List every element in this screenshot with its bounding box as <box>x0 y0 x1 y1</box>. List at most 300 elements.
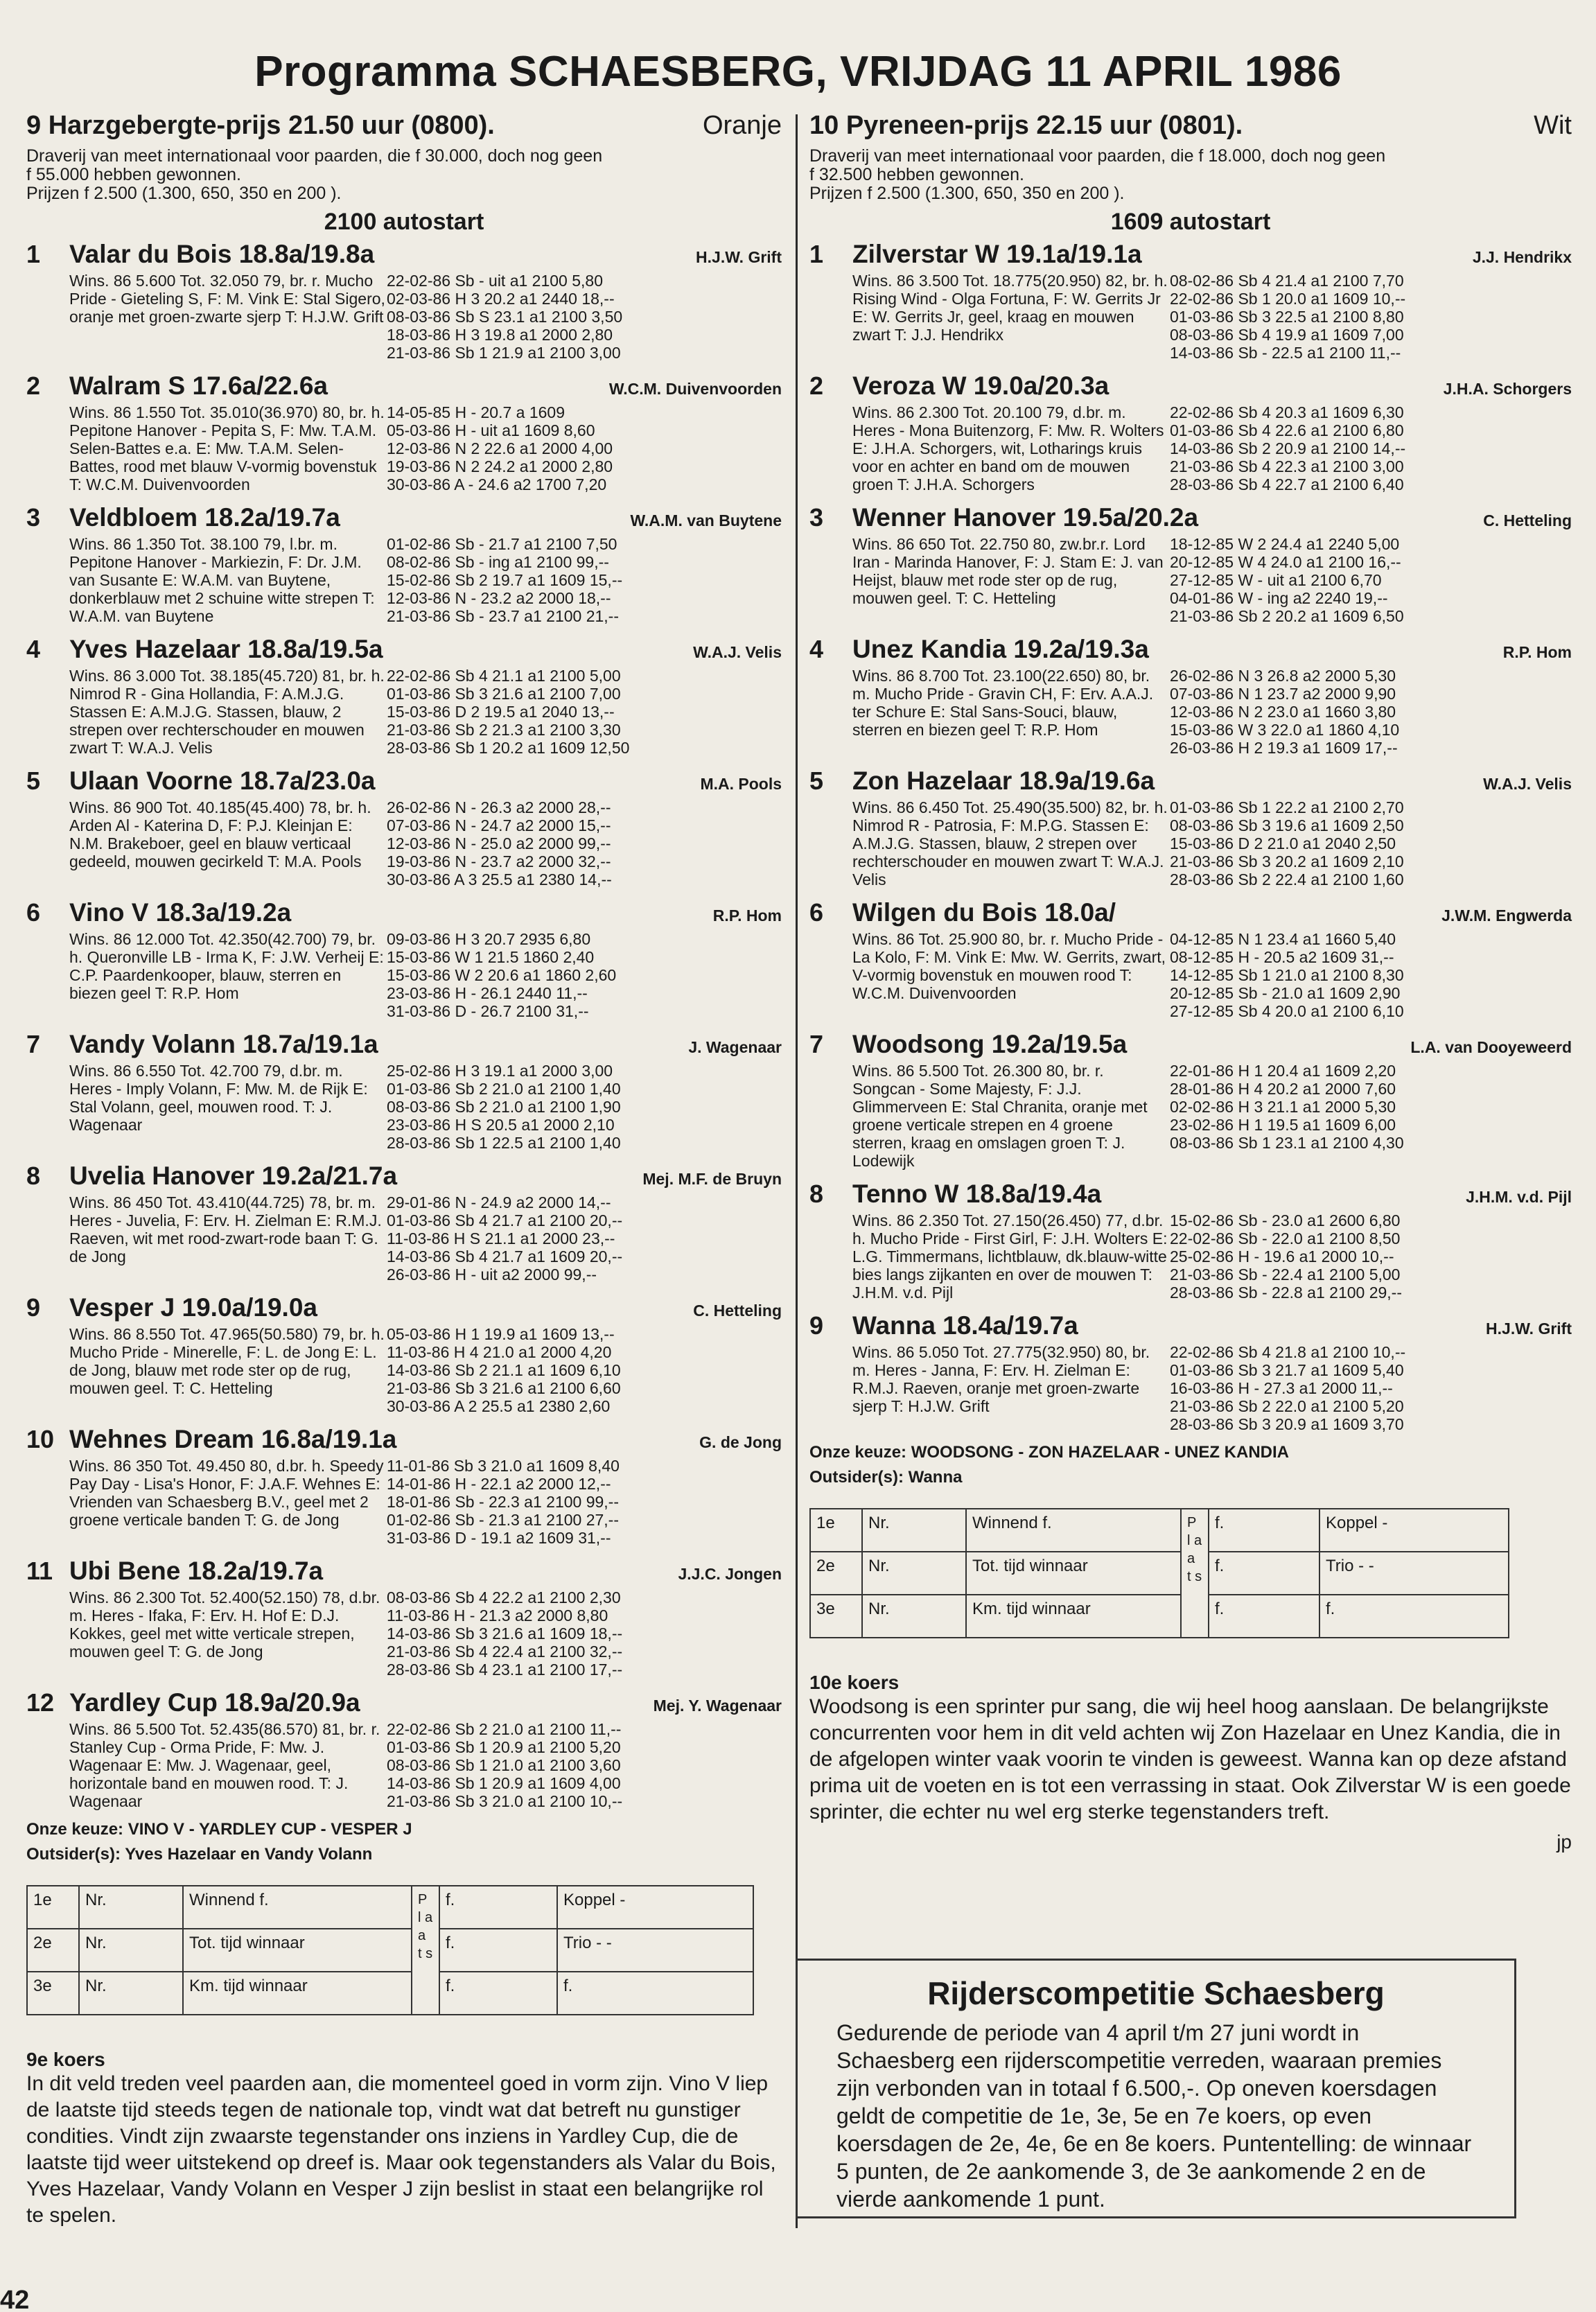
horse-info: Wins. 86 350 Tot. 49.450 80, d.br. h. Speedy Pay Day - Lisa's Honor, F: J.A.F. Wehnes E: Vrienden van Schaesberg B.V., geel met 2 groene verticale banden T: G. de Jong <box>69 1457 384 1529</box>
result-pos: 1e <box>810 1509 862 1552</box>
horse-info: Wins. 86 650 Tot. 22.750 80, zw.br.r. Lord Iran - Marinda Hanover, F: J. Stam E: J. van Heijst, blauw met rode ster op de rug, mouwen geel. T: C. Hetteling <box>852 535 1164 607</box>
result-plaats: P l a a t s <box>1181 1509 1209 1638</box>
form-row: 21-03-86 Sb - 22.4 a1 2100 5,00 <box>1170 1266 1401 1284</box>
form-row: 30-03-86 A 2 25.5 a1 2380 2,60 <box>387 1397 611 1415</box>
horse-entry <box>26 503 782 625</box>
form-row: 01-02-86 Sb - 21.3 a1 2100 27,-- <box>387 1511 620 1529</box>
form-row: 07-03-86 N 1 23.7 a2 2000 9,90 <box>1170 685 1396 703</box>
horse-number: 3 <box>809 503 824 532</box>
form-row: 26-02-86 N - 26.3 a2 2000 28,-- <box>387 798 611 816</box>
horse-header <box>809 371 1572 403</box>
horse-form <box>1170 667 1572 757</box>
horse-body <box>809 1211 1572 1302</box>
horse-form <box>1170 930 1572 1020</box>
form-row: 22-02-86 Sb - uit a1 2100 5,80 <box>387 272 604 290</box>
form-row: 15-03-86 D 2 21.0 a1 2040 2,50 <box>1170 834 1396 852</box>
horse-form <box>387 667 782 757</box>
form-row: 09-03-86 H 3 20.7 2935 6,80 <box>387 930 591 948</box>
race-10-column <box>809 111 1572 1853</box>
horse-name: Tenno W 18.8a/19.4a <box>852 1180 1102 1208</box>
horse-trainer: J. Wagenaar <box>688 1038 782 1056</box>
race-9-horse-list <box>26 240 782 1810</box>
horse-number: 6 <box>26 898 41 927</box>
horse-form <box>1170 272 1572 362</box>
form-row: 18-12-85 W 2 24.4 a1 2240 5,00 <box>1170 535 1400 553</box>
form-row: 11-03-86 H S 21.1 a1 2000 23,-- <box>387 1229 615 1247</box>
horse-form <box>387 272 782 362</box>
horse-form <box>1170 1062 1572 1170</box>
form-row: 07-03-86 N - 24.7 a2 2000 15,-- <box>387 816 611 834</box>
form-row: 15-03-86 W 1 21.5 1860 2,40 <box>387 948 595 966</box>
form-row: 31-03-86 D - 19.1 a2 1609 31,-- <box>387 1529 611 1547</box>
horse-name: Uvelia Hanover 19.2a/21.7a <box>69 1162 398 1190</box>
author-initials: jp <box>1556 1831 1572 1853</box>
form-row: 08-03-86 Sb 4 19.9 a1 1609 7,00 <box>1170 326 1404 344</box>
form-row: 15-03-86 W 3 22.0 a1 1860 4,10 <box>1170 721 1400 739</box>
horse-entry <box>26 1030 782 1152</box>
form-row: 20-12-85 Sb - 21.0 a1 1609 2,90 <box>1170 984 1401 1002</box>
race-10-title: 10 Pyreneen-prijs 22.15 uur (0801). <box>809 111 1243 140</box>
form-row: 21-03-86 Sb 4 22.3 a1 2100 3,00 <box>1170 457 1404 475</box>
form-row: 01-03-86 Sb 2 21.0 a1 2100 1,40 <box>387 1080 621 1098</box>
race-10-horse-list <box>809 240 1572 1433</box>
result-label: Tot. tijd winnaar <box>183 1929 412 1972</box>
form-row: 01-03-86 Sb 4 21.7 a1 2100 20,-- <box>387 1211 623 1229</box>
result-f: f. <box>439 1972 557 2015</box>
horse-trainer: L.A. van Dooyeweerd <box>1410 1038 1572 1056</box>
race-10-outsider: Outsider(s): Wanna <box>809 1468 963 1487</box>
horse-body <box>26 1062 782 1152</box>
horse-name: Valar du Bois 18.8a/19.8a <box>69 240 375 268</box>
race-9-desc-3: Prijzen f 2.500 (1.300, 650, 350 en 200 ). <box>26 184 342 203</box>
horse-body <box>26 930 782 1020</box>
form-row: 21-03-86 Sb 3 21.0 a1 2100 10,-- <box>387 1792 623 1810</box>
form-row: 15-02-86 Sb 2 19.7 a1 1609 15,-- <box>387 571 623 589</box>
form-row: 05-03-86 H 1 19.9 a1 1609 13,-- <box>387 1325 615 1343</box>
horse-body <box>26 403 782 493</box>
form-row: 22-02-86 Sb 4 20.3 a1 1609 6,30 <box>1170 403 1404 421</box>
form-row: 22-02-86 Sb - 22.0 a1 2100 8,50 <box>1170 1229 1401 1247</box>
race-10-desc-3: Prijzen f 2.500 (1.300, 650, 350 en 200 ). <box>809 184 1125 203</box>
result-row <box>27 1972 753 2015</box>
horse-form <box>387 1588 782 1679</box>
horse-body <box>809 667 1572 757</box>
horse-header <box>26 635 782 667</box>
horse-number: 9 <box>26 1293 41 1322</box>
horse-body <box>809 535 1572 625</box>
form-row: 21-03-86 Sb 2 22.0 a1 2100 5,20 <box>1170 1397 1404 1415</box>
form-row: 26-03-86 H - uit a2 2000 99,-- <box>387 1266 597 1284</box>
result-f: f. <box>1209 1552 1319 1595</box>
race-9-result-table <box>26 1885 754 2015</box>
result-label: Km. tijd winnaar <box>966 1595 1181 1638</box>
horse-form <box>387 930 782 1020</box>
horse-info: Wins. 86 5.600 Tot. 32.050 79, br. r. Mucho Pride - Gieteling S, F: M. Vink E: Stal Sigero, oranje met groen-zwarte sjerp T: H.J.W. Grift <box>69 272 385 326</box>
horse-name: Ubi Bene 18.2a/19.7a <box>69 1557 324 1585</box>
form-row: 02-03-86 H 3 20.2 a1 2440 18,-- <box>387 290 615 308</box>
form-row: 08-02-86 Sb - ing a1 2100 99,-- <box>387 553 609 571</box>
horse-trainer: R.P. Hom <box>712 907 782 925</box>
horse-entry <box>26 1162 782 1284</box>
horse-info: Wins. 86 2.350 Tot. 27.150(26.450) 77, d.br. h. Mucho Pride - First Girl, F: J.H. Wolters E: L.G. Timmermans, lichtblauw, dk.blauw-witte bies langs zijkanten en over de mouwen T: J.H.M. v.d. Pijl <box>852 1211 1168 1302</box>
form-row: 28-03-86 Sb 4 22.7 a1 2100 6,40 <box>1170 475 1404 493</box>
horse-entry <box>26 898 782 1020</box>
horse-number: 10 <box>26 1425 55 1453</box>
horse-form <box>1170 403 1572 493</box>
horse-info: Wins. 86 1.550 Tot. 35.010(36.970) 80, br. h. Pepitone Hanover - Pepita S, F: Mw. T.A.M. Selen-Battes e.a. E: Mw. T.A.M. Selen-Battes, rood met blauw V-vormig bovenstuk T: W.C.M. Duivenvoorden <box>69 403 385 493</box>
horse-entry <box>809 898 1572 1020</box>
horse-body <box>809 798 1572 888</box>
form-row: 08-03-86 Sb 3 19.6 a1 1609 2,50 <box>1170 816 1404 834</box>
form-row: 01-03-86 Sb 4 22.6 a1 2100 6,80 <box>1170 421 1404 439</box>
form-row: 28-03-86 Sb 2 22.4 a1 2100 1,60 <box>1170 870 1404 888</box>
result-nr: Nr. <box>79 1972 183 2015</box>
horse-header <box>809 1311 1572 1343</box>
race-9-desc-1: Draverij van meet internationaal voor paarden, die f 30.000, doch nog geen <box>26 146 603 166</box>
column-divider <box>796 114 798 2228</box>
horse-form <box>387 535 782 625</box>
horse-form <box>387 403 782 493</box>
form-row: 01-03-86 Sb 3 21.7 a1 1609 5,40 <box>1170 1361 1404 1379</box>
horse-number: 9 <box>809 1311 824 1340</box>
form-row: 01-03-86 Sb 3 21.6 a1 2100 7,00 <box>387 685 621 703</box>
form-row: 28-03-86 Sb 4 23.1 a1 2100 17,-- <box>387 1661 623 1679</box>
form-row: 28-03-86 Sb 1 22.5 a1 2100 1,40 <box>387 1134 621 1152</box>
form-row: 14-03-86 Sb 2 21.1 a1 1609 6,10 <box>387 1361 621 1379</box>
horse-name: Yves Hazelaar 18.8a/19.5a <box>69 635 383 663</box>
horse-header <box>809 1030 1572 1062</box>
form-row: 15-03-86 D 2 19.5 a1 2040 13,-- <box>387 703 615 721</box>
horse-info: Wins. 86 900 Tot. 40.185(45.400) 78, br. h. Arden Al - Katerina D, F: P.J. Kleinjan E: N.M. Brakeboer, geel en blauw verticaal gedeeld, mouwen gecirkeld T: M.A. Pools <box>69 798 371 870</box>
form-row: 05-03-86 H - uit a1 1609 8,60 <box>387 421 595 439</box>
race-10-keuze: Onze keuze: WOODSONG - ZON HAZELAAR - UNEZ KANDIA <box>809 1443 1290 1462</box>
form-row: 22-02-86 Sb 4 21.8 a1 2100 10,-- <box>1170 1343 1406 1361</box>
form-row: 12-03-86 N - 23.2 a2 2000 18,-- <box>387 589 611 607</box>
horse-name: Wanna 18.4a/19.7a <box>852 1311 1078 1340</box>
race-9-koers-title: 9e koers <box>26 2049 105 2070</box>
form-row: 08-03-86 Sb 1 23.1 a1 2100 4,30 <box>1170 1134 1404 1152</box>
horse-entry <box>26 767 782 888</box>
form-row: 18-03-86 H 3 19.8 a1 2000 2,80 <box>387 326 613 344</box>
form-row: 23-03-86 H S 20.5 a1 2000 2,10 <box>387 1116 615 1134</box>
result-f: f. <box>1319 1595 1509 1638</box>
form-row: 08-03-86 Sb S 23.1 a1 2100 3,50 <box>387 308 623 326</box>
horse-info: Wins. 86 Tot. 25.900 80, br. r. Mucho Pride - La Kolo, F: M. Vink E: Mw. W. Gerrits, zwart, V-vormig bovenstuk en mouwen rood T: W.C.M. Duivenvoorden <box>852 930 1166 1002</box>
horse-header <box>26 240 782 272</box>
result-koppel: Koppel - <box>557 1886 753 1929</box>
horse-header <box>809 898 1572 930</box>
horse-name: Unez Kandia 19.2a/19.3a <box>852 635 1149 663</box>
form-row: 14-03-86 Sb 4 21.7 a1 1609 20,-- <box>387 1247 623 1266</box>
horse-number: 11 <box>26 1557 53 1585</box>
horse-trainer: G. de Jong <box>699 1433 782 1451</box>
form-row: 12-03-86 N - 25.0 a2 2000 99,-- <box>387 834 611 852</box>
race-9-color: Oranje <box>702 111 782 140</box>
horse-name: Veldbloem 18.2a/19.7a <box>69 503 340 532</box>
horse-number: 2 <box>809 371 824 400</box>
horse-header <box>809 635 1572 667</box>
form-row: 31-03-86 D - 26.7 2100 31,-- <box>387 1002 589 1020</box>
form-row: 27-12-85 W - uit a1 2100 6,70 <box>1170 571 1382 589</box>
horse-trainer: W.C.M. Duivenvoorden <box>608 380 782 398</box>
horse-form <box>387 1062 782 1152</box>
horse-header <box>26 898 782 930</box>
form-row: 22-01-86 H 1 20.4 a1 1609 2,20 <box>1170 1062 1396 1080</box>
race-9-header <box>26 111 782 147</box>
horse-name: Veroza W 19.0a/20.3a <box>852 371 1110 400</box>
form-row: 28-03-86 Sb - 22.8 a1 2100 29,-- <box>1170 1284 1403 1302</box>
result-f: f. <box>439 1886 557 1929</box>
horse-number: 4 <box>809 635 824 663</box>
form-row: 29-01-86 N - 24.9 a2 2000 14,-- <box>387 1193 611 1211</box>
horse-name: Yardley Cup 18.9a/20.9a <box>69 1688 360 1717</box>
result-nr: Nr. <box>79 1929 183 1972</box>
form-row: 23-02-86 H 1 19.5 a1 1609 6,00 <box>1170 1116 1396 1134</box>
form-row: 08-12-85 H - 20.5 a2 1609 31,-- <box>1170 948 1394 966</box>
horse-info: Wins. 86 5.500 Tot. 52.435(86.570) 81, br. r. Stanley Cup - Orma Pride, F: Mw. J. Wagenaar E: Mw. J. Wagenaar, geel, horizontale band en mouwen rood. T: J. Wagenaar <box>69 1720 380 1810</box>
result-trio: Trio - - <box>557 1929 753 1972</box>
form-row: 14-05-85 H - 20.7 a 1609 <box>387 403 565 421</box>
result-row <box>810 1552 1509 1595</box>
horse-number: 8 <box>26 1162 41 1190</box>
horse-header <box>26 1293 782 1325</box>
result-pos: 3e <box>810 1595 862 1638</box>
horse-trainer: J.H.A. Schorgers <box>1443 380 1572 398</box>
horse-trainer: M.A. Pools <box>700 775 782 793</box>
form-row: 12-03-86 N 2 22.6 a1 2000 4,00 <box>387 439 613 457</box>
horse-number: 1 <box>26 240 41 268</box>
horse-header <box>26 1688 782 1720</box>
page-title: Programma SCHAESBERG, VRIJDAG 11 APRIL 1986 <box>254 48 1342 96</box>
form-row: 21-03-86 Sb 4 22.4 a1 2100 32,-- <box>387 1643 623 1661</box>
result-nr: Nr. <box>79 1886 183 1929</box>
form-row: 01-03-86 Sb 1 22.2 a1 2100 2,70 <box>1170 798 1404 816</box>
form-row: 04-12-85 N 1 23.4 a1 1660 5,40 <box>1170 930 1396 948</box>
result-row <box>27 1929 753 1972</box>
horse-name: Wehnes Dream 16.8a/19.1a <box>69 1425 397 1453</box>
horse-entry <box>809 635 1572 757</box>
horse-name: Vandy Volann 18.7a/19.1a <box>69 1030 378 1058</box>
form-row: 11-01-86 Sb 3 21.0 a1 1609 8,40 <box>387 1457 620 1475</box>
form-row: 26-03-86 H 2 19.3 a1 1609 17,-- <box>1170 739 1398 757</box>
horse-name: Wenner Hanover 19.5a/20.2a <box>852 503 1199 532</box>
form-row: 27-12-85 Sb 4 20.0 a1 2100 6,10 <box>1170 1002 1404 1020</box>
horse-entry <box>26 371 782 493</box>
horse-body <box>26 1325 782 1415</box>
horse-form <box>387 1325 782 1415</box>
result-trio: Trio - - <box>1319 1552 1509 1595</box>
race-10-color: Wit <box>1534 111 1572 140</box>
form-row: 11-03-86 H 4 21.0 a1 2000 4,20 <box>387 1343 612 1361</box>
horse-form <box>387 798 782 888</box>
horse-header <box>809 1180 1572 1211</box>
horse-trainer: Mej. M.F. de Bruyn <box>642 1170 782 1188</box>
horse-body <box>26 535 782 625</box>
form-row: 28-03-86 Sb 1 20.2 a1 1609 12,50 <box>387 739 630 757</box>
race-10-result-table <box>809 1508 1509 1638</box>
form-row: 08-03-86 Sb 2 21.0 a1 2100 1,90 <box>387 1098 621 1116</box>
form-row: 30-03-86 A - 24.6 a2 1700 7,20 <box>387 475 607 493</box>
result-row <box>810 1595 1509 1638</box>
form-row: 22-02-86 Sb 4 21.1 a1 2100 5,00 <box>387 667 621 685</box>
horse-entry <box>809 240 1572 362</box>
horse-number: 4 <box>26 635 41 663</box>
horse-form <box>1170 798 1572 888</box>
horse-entry <box>26 1557 782 1679</box>
form-row: 14-03-86 Sb 1 20.9 a1 1609 4,00 <box>387 1774 621 1792</box>
form-row: 02-02-86 H 3 21.1 a1 2000 5,30 <box>1170 1098 1396 1116</box>
horse-info: Wins. 86 5.050 Tot. 27.775(32.950) 80, br. m. Heres - Janna, F: Erv. H. Zielman E: R.M.J. Raeven, oranje met groen-zwarte sjerp T: H.J.W. Grift <box>852 1343 1150 1415</box>
result-f: f. <box>557 1972 753 2015</box>
horse-name: Vino V 18.3a/19.2a <box>69 898 292 927</box>
horse-info: Wins. 86 6.550 Tot. 42.700 79, d.br. m. Heres - Imply Volann, F: Mw. M. de Rijk E: Stal Volann, geel, mouwen rood. T: J. Wagenaar <box>69 1062 368 1134</box>
horse-entry <box>26 635 782 757</box>
result-label: Tot. tijd winnaar <box>966 1552 1181 1595</box>
horse-trainer: W.A.J. Velis <box>693 643 782 661</box>
horse-entry <box>26 240 782 362</box>
horse-body <box>809 1062 1572 1170</box>
horse-body <box>26 1588 782 1679</box>
result-f: f. <box>1209 1509 1319 1552</box>
horse-entry <box>809 503 1572 625</box>
horse-info: Wins. 86 3.500 Tot. 18.775(20.950) 82, br. h. Rising Wind - Olga Fortuna, F: W. Gerrits Jr E: W. Gerrits Jr, geel, kraag en mouwen zwart T: J.J. Hendrikx <box>852 272 1168 344</box>
race-10-desc-1: Draverij van meet internationaal voor paarden, die f 18.000, doch nog geen <box>809 146 1386 166</box>
horse-info: Wins. 86 3.000 Tot. 38.185(45.720) 81, br. h. Nimrod R - Gina Hollandia, F: A.M.J.G. Stassen E: A.M.J.G. Stassen, blauw, 2 strepen over rechterschouder en mouwen zwart T: W.A.J. Velis <box>69 667 385 757</box>
form-row: 14-01-86 H - 22.1 a2 2000 12,-- <box>387 1475 611 1493</box>
result-f: f. <box>1209 1595 1319 1638</box>
result-plaats: P l a a t s <box>412 1886 439 2015</box>
race-9-keuze: Onze keuze: VINO V - YARDLEY CUP - VESPER J <box>26 1820 412 1839</box>
horse-header <box>26 1030 782 1062</box>
race-9-distance: 2100 autostart <box>324 209 484 235</box>
form-row: 12-03-86 N 2 23.0 a1 1660 3,80 <box>1170 703 1396 721</box>
result-f: f. <box>439 1929 557 1972</box>
horse-name: Wilgen du Bois 18.0a/ <box>852 898 1116 927</box>
race-10-desc-2: f 32.500 hebben gewonnen. <box>809 165 1024 184</box>
result-nr: Nr. <box>862 1595 966 1638</box>
form-row: 21-03-86 Sb 1 21.9 a1 2100 3,00 <box>387 344 621 362</box>
horse-trainer: J.J.C. Jongen <box>678 1565 782 1583</box>
form-row: 20-12-85 W 4 24.0 a1 2100 16,-- <box>1170 553 1401 571</box>
form-row: 11-03-86 H - 21.3 a2 2000 8,80 <box>387 1606 608 1624</box>
horse-trainer: J.H.M. v.d. Pijl <box>1466 1188 1572 1206</box>
form-row: 18-01-86 Sb - 22.3 a1 2100 99,-- <box>387 1493 620 1511</box>
form-row: 22-02-86 Sb 2 21.0 a1 2100 11,-- <box>387 1720 622 1738</box>
form-row: 14-03-86 Sb 3 21.6 a1 1609 18,-- <box>387 1624 623 1643</box>
horse-form <box>1170 1211 1572 1302</box>
horse-entry <box>809 1030 1572 1170</box>
form-row: 21-03-86 Sb 3 21.6 a1 2100 6,60 <box>387 1379 621 1397</box>
horse-info: Wins. 86 6.450 Tot. 25.490(35.500) 82, br. h. Nimrod R - Patrosia, F: M.P.G. Stassen E: A.M.J.G. Stassen, blauw, 2 strepen over rechterschouder en mouwen zwart T: W.A.J. Velis <box>852 798 1168 888</box>
horse-body <box>809 930 1572 1020</box>
horse-header <box>809 503 1572 535</box>
horse-form <box>387 1457 782 1547</box>
form-row: 30-03-86 A 3 25.5 a1 2380 14,-- <box>387 870 612 888</box>
horse-body <box>26 1193 782 1284</box>
horse-header <box>26 371 782 403</box>
race-10-koers-text: Woodsong is een sprinter pur sang, die wij heel hoog aanslaan. De belangrijkste concurrenten voor hem in dit veld achten wij Zon Hazelaar en Unez Kandia, die in de afgelopen winter vaak voorin te vinden is geweest. Wanna kan op deze afstand prima uit de voeten en is tot een verrassing in staat. Ook Zilverstar W is een goede sprinter, die echter nu wel erg sterke tegenstanders treft. <box>809 1695 1571 1823</box>
horse-name: Zon Hazelaar 18.9a/19.6a <box>852 767 1155 795</box>
horse-number: 5 <box>26 767 41 795</box>
horse-number: 7 <box>26 1030 41 1058</box>
horse-entry <box>26 1425 782 1547</box>
horse-body <box>26 272 782 362</box>
form-row: 25-02-86 H - 19.6 a1 2000 10,-- <box>1170 1247 1394 1266</box>
result-label: Winnend f. <box>183 1886 412 1929</box>
horse-info: Wins. 86 5.500 Tot. 26.300 80, br. r. Songcan - Some Majesty, F: J.J. Glimmerveen E: Stal Chranita, oranje met groene verticale strepen en 4 groene sterren, kraag en omslagen groen T: J. Lodewijk <box>852 1062 1148 1170</box>
form-row: 08-02-86 Sb 4 21.4 a1 2100 7,70 <box>1170 272 1404 290</box>
horse-info: Wins. 86 2.300 Tot. 52.400(52.150) 78, d.br. m. Heres - Ifaka, F: Erv. H. Hof E: D.J. Kokkes, geel met witte verticale strepen, mouwen geel T: G. de Jong <box>69 1588 380 1661</box>
page-number: 42 <box>0 2286 30 2312</box>
form-row: 01-02-86 Sb - 21.7 a1 2100 7,50 <box>387 535 617 553</box>
horse-number: 3 <box>26 503 41 532</box>
horse-name: Woodsong 19.2a/19.5a <box>852 1030 1128 1058</box>
horse-form <box>387 1720 782 1810</box>
result-row <box>810 1509 1509 1552</box>
form-row: 14-12-85 Sb 1 21.0 a1 2100 8,30 <box>1170 966 1404 984</box>
horse-info: Wins. 86 450 Tot. 43.410(44.725) 78, br. m. Heres - Juvelia, F: Erv. H. Zielman E: R.M.J. Raeven, wit met rood-zwart-rode baan T: G. de Jong <box>69 1193 382 1266</box>
horse-trainer: J.J. Hendrikx <box>1472 248 1572 266</box>
form-row: 21-03-86 Sb 3 20.2 a1 1609 2,10 <box>1170 852 1404 870</box>
horse-entry <box>809 767 1572 888</box>
horse-trainer: W.A.J. Velis <box>1483 775 1572 793</box>
result-row <box>27 1886 753 1929</box>
horse-header <box>809 240 1572 272</box>
form-row: 26-02-86 N 3 26.8 a2 2000 5,30 <box>1170 667 1396 685</box>
form-row: 25-02-86 H 3 19.1 a1 2000 3,00 <box>387 1062 613 1080</box>
race-9-title: 9 Harzgebergte-prijs 21.50 uur (0800). <box>26 111 495 140</box>
horse-number: 1 <box>809 240 824 268</box>
horse-form <box>1170 1343 1572 1433</box>
horse-body <box>809 403 1572 493</box>
form-row: 19-03-86 N - 23.7 a2 2000 32,-- <box>387 852 611 870</box>
horse-trainer: W.A.M. van Buytene <box>630 511 782 529</box>
form-row: 08-03-86 Sb 4 22.2 a1 2100 2,30 <box>387 1588 621 1606</box>
horse-body <box>26 1720 782 1810</box>
result-pos: 1e <box>27 1886 79 1929</box>
horse-info: Wins. 86 2.300 Tot. 20.100 79, d.br. m. Heres - Mona Buitenzorg, F: Mw. R. Wolters E: J.H.A. Schorgers, wit, Lotharings kruis voor en achter en band om de mouwen groen T: J.H.A. Schorgers <box>852 403 1164 493</box>
horse-trainer: Mej. Y. Wagenaar <box>653 1697 782 1715</box>
horse-header <box>26 1425 782 1457</box>
horse-header <box>26 1557 782 1588</box>
form-row: 21-03-86 Sb 2 21.3 a1 2100 3,30 <box>387 721 621 739</box>
horse-trainer: H.J.W. Grift <box>1486 1320 1572 1338</box>
horse-form <box>1170 535 1572 625</box>
horse-name: Walram S 17.6a/22.6a <box>69 371 328 400</box>
result-nr: Nr. <box>862 1509 966 1552</box>
horse-trainer: C. Hetteling <box>693 1302 782 1320</box>
form-row: 22-02-86 Sb 1 20.0 a1 1609 10,-- <box>1170 290 1406 308</box>
horse-trainer: H.J.W. Grift <box>696 248 782 266</box>
form-row: 23-03-86 H - 26.1 2440 11,-- <box>387 984 588 1002</box>
race-9-outsider: Outsider(s): Yves Hazelaar en Vandy Volann <box>26 1845 373 1864</box>
horse-entry <box>809 1180 1572 1302</box>
horse-body <box>26 667 782 757</box>
form-row: 28-03-86 Sb 3 20.9 a1 1609 3,70 <box>1170 1415 1404 1433</box>
horse-body <box>26 1457 782 1547</box>
horse-number: 7 <box>809 1030 824 1058</box>
horse-header <box>26 767 782 798</box>
race-10-header <box>809 111 1572 147</box>
horse-header <box>26 1162 782 1193</box>
horse-entry <box>26 1688 782 1810</box>
horse-form <box>387 1193 782 1284</box>
race-10-distance: 1609 autostart <box>1110 209 1271 235</box>
result-label: Winnend f. <box>966 1509 1181 1552</box>
horse-info: Wins. 86 8.550 Tot. 47.965(50.580) 79, br. h. Mucho Pride - Minerelle, F: L. de Jong E: L. de Jong, blauw met rode ster op de rug, mouwen geel. T: C. Hetteling <box>69 1325 385 1397</box>
form-row: 01-03-86 Sb 1 20.9 a1 2100 5,20 <box>387 1738 621 1756</box>
box-title: Rijderscompetitie Schaesberg <box>927 1975 1385 2011</box>
